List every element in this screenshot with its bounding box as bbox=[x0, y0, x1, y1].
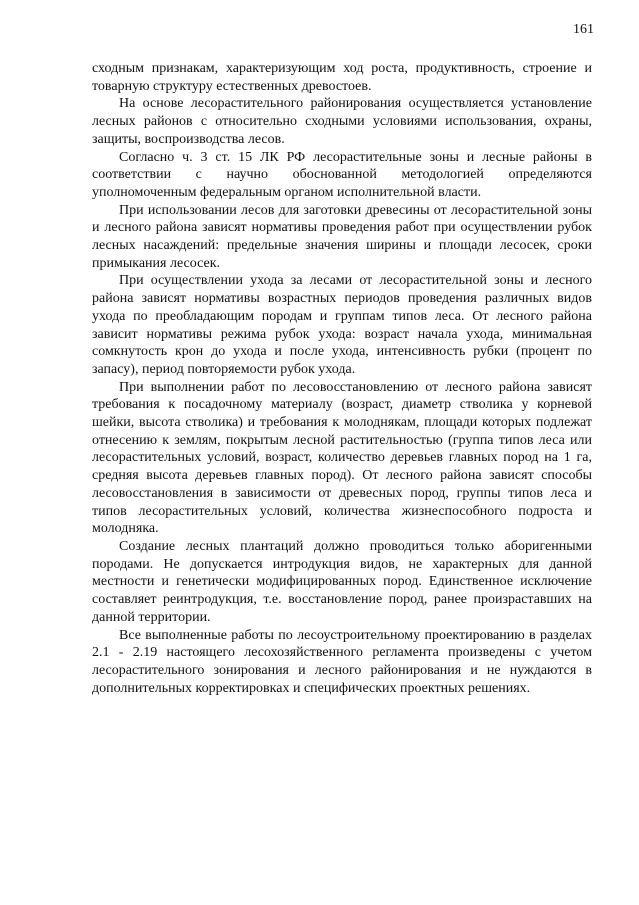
paragraph-forest-district-establishment: На основе лесорастительного районирования осуществляется установление лесных районов с относительно сходными условиями использования, охраны, защиты, воспроизводства лесов. bbox=[92, 96, 592, 147]
paragraph-timber-harvesting: При использовании лесов для заготовки древесины от лесорастительной зоны и лесного района зависят нормативы проведения работ при осуществлении рубок лесных насаждений: предельные значения ширины и площади лесосек, сроки примыкания лесосек. bbox=[92, 202, 592, 271]
paragraph-conclusion: Все выполненные работы по лесоустроительному проектированию в разделах 2.1 - 2.19 настоящего лесохозяйственного регламента произведены с учетом лесорастительного зонирования и лесного районирования и не нуждаются в дополнительных корректировках и специфических проектных решениях. bbox=[92, 627, 592, 696]
paragraph-forest-care: При осуществлении ухода за лесами от лесорастительной зоны и лесного района зависят нормативы возрастных периодов проведения различных видов ухода по преобладающим породам и группам типов леса. От лесного района зависит нормативы режима рубок ухода: возраст начала ухода, минимальная сомкнутость крон до ухода и после ухода, интенсивность рубки (процент по запасу), период повторяемости рубок ухода. bbox=[92, 273, 592, 377]
paragraph-continuation: сходным признакам, характеризующим ход роста, продуктивность, строение и товарную структуру естественных древостоев. bbox=[92, 61, 592, 94]
paragraph-legal-basis: Согласно ч. 3 ст. 15 ЛК РФ лесорастительные зоны и лесные районы в соответствии с научно обоснованной методологией определяются уполномоченным федеральным органом исполнительной власти. bbox=[92, 149, 592, 200]
paragraph-forest-plantations: Создание лесных плантаций должно проводиться только аборигенными породами. Не допускается интродукция видов, не характерных для данной местности и генетически модифицированных пород. Единственное исключение составляет реинтродукция, т.е. восстановление пород, ранее произраставших на данной территории. bbox=[92, 538, 592, 625]
paragraph-reforestation: При выполнении работ по лесовосстановлению от лесного района зависят требования к посадочному материалу (возраст, диаметр стволика у корневой шейки, высота стволика) и требования к молоднякам, площади которых подлежат отнесению к землям, покрытым лесной растительностью (группа типов леса или лесорастительных условий, возраст, количество деревьев главных пород на 1 га, средняя высота деревьев главных пород). От лесного района зависят способы лесовосстановления в зависимости от древесных пород, группы типов леса и типов лесорастительных условий, количества жизнеспособного подроста и молодняка. bbox=[92, 379, 592, 537]
body-text bbox=[92, 60, 592, 697]
page-number: 161 bbox=[573, 22, 594, 37]
